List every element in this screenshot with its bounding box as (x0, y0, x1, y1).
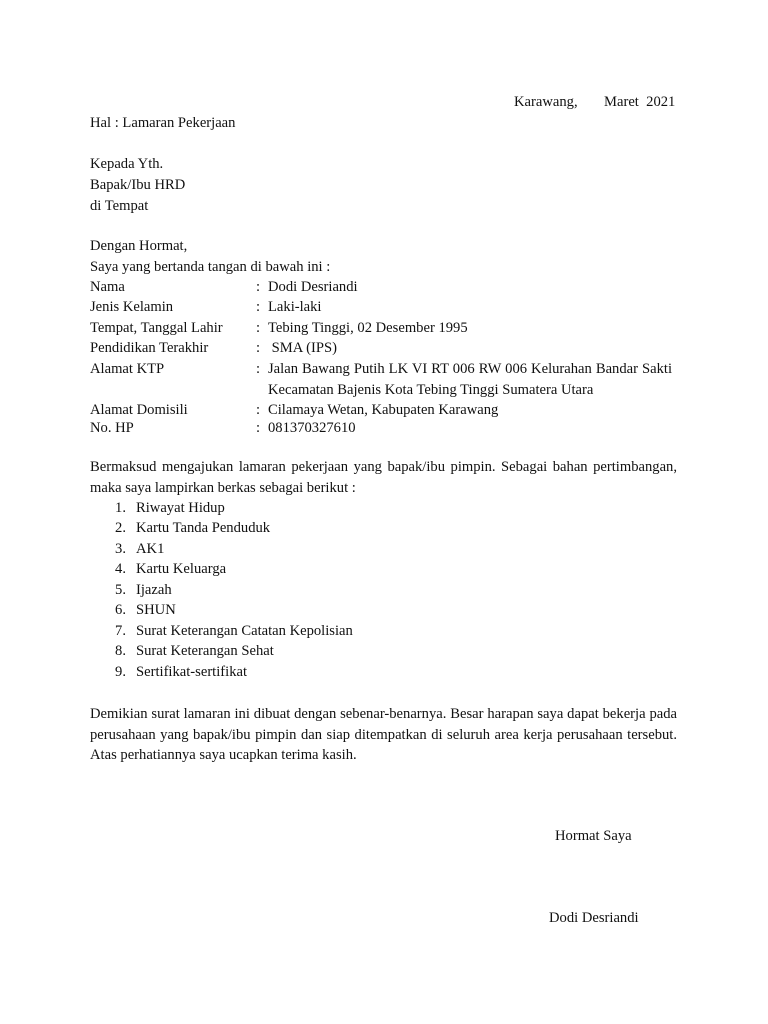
greeting: Dengan Hormat, (90, 238, 188, 254)
recipient-line-1: Kepada Yth. (90, 156, 164, 172)
identity-label-education: Pendidikan Terakhir (90, 340, 209, 356)
identity-label-phone: No. HP (90, 420, 134, 436)
identity-value-education: SMA (IPS) (268, 340, 337, 356)
identity-value-phone: 081370327610 (268, 420, 356, 436)
letter-date: Maret 2021 (604, 94, 676, 110)
list-item-number: 8. (115, 643, 126, 659)
list-item: Surat Keterangan Sehat (136, 643, 274, 659)
identity-value-name: Dodi Desriandi (268, 279, 358, 295)
identity-separator: : (256, 420, 261, 436)
list-item: Sertifikat-sertifikat (136, 664, 248, 680)
identity-value-ktp-address: Jalan Bawang Putih LK VI RT 006 RW 006 Kelurahan Bandar Sakti Kecamatan Bajenis Kota Tebing Tinggi Sumatera Utara (268, 361, 672, 398)
identity-separator: : (256, 361, 261, 377)
list-item-number: 9. (115, 664, 126, 680)
identity-label-gender: Jenis Kelamin (90, 299, 174, 315)
list-item-number: 4. (115, 561, 126, 577)
closing-salutation: Hormat Saya (555, 828, 632, 844)
identity-separator: : (256, 340, 261, 356)
recipient-line-3: di Tempat (90, 198, 149, 214)
list-item-number: 1. (115, 500, 126, 516)
identity-separator: : (256, 279, 261, 295)
identity-separator: : (256, 299, 261, 315)
signer-name: Dodi Desriandi (549, 910, 639, 926)
list-item-number: 3. (115, 541, 126, 557)
recipient-line-2: Bapak/Ibu HRD (90, 177, 186, 193)
intro-text: Saya yang bertanda tangan di bawah ini : (90, 259, 331, 275)
list-item: SHUN (136, 602, 176, 618)
letter-subject: Hal : Lamaran Pekerjaan (90, 115, 236, 131)
list-item: Kartu Tanda Penduduk (136, 520, 271, 536)
identity-value-birth: Tebing Tinggi, 02 Desember 1995 (268, 320, 468, 336)
identity-separator: : (256, 402, 261, 418)
body-paragraph: Bermaksud mengajukan lamaran pekerjaan yang bapak/ibu pimpin. Sebagai bahan pertimbangan, maka saya lampirkan berkas sebagai berikut : (90, 459, 677, 496)
identity-value-domicile: Cilamaya Wetan, Kabupaten Karawang (268, 402, 499, 418)
identity-label-ktp-address: Alamat KTP (90, 361, 165, 377)
list-item: Surat Keterangan Catatan Kepolisian (136, 623, 353, 639)
list-item: Riwayat Hidup (136, 500, 225, 516)
list-item: Ijazah (136, 582, 172, 598)
list-item-number: 2. (115, 520, 126, 536)
closing-paragraph: Demikian surat lamaran ini dibuat dengan sebenar-benarnya. Besar harapan saya dapat bekerja pada perusahaan yang bapak/ibu pimpin dan siap ditempatkan di seluruh area kerja perusahaan tersebut. Atas perhatiannya saya ucapkan terima kasih. (90, 706, 677, 763)
list-item: AK1 (136, 541, 165, 557)
identity-label-domicile: Alamat Domisili (90, 402, 188, 418)
identity-value-gender: Laki-laki (268, 299, 322, 315)
letter-place: Karawang, (514, 94, 578, 110)
list-item-number: 7. (115, 623, 126, 639)
identity-label-birth: Tempat, Tanggal Lahir (90, 320, 223, 336)
list-item: Kartu Keluarga (136, 561, 227, 577)
list-item-number: 5. (115, 582, 126, 598)
identity-label-name: Nama (90, 279, 125, 295)
list-item-number: 6. (115, 602, 126, 618)
identity-separator: : (256, 320, 261, 336)
